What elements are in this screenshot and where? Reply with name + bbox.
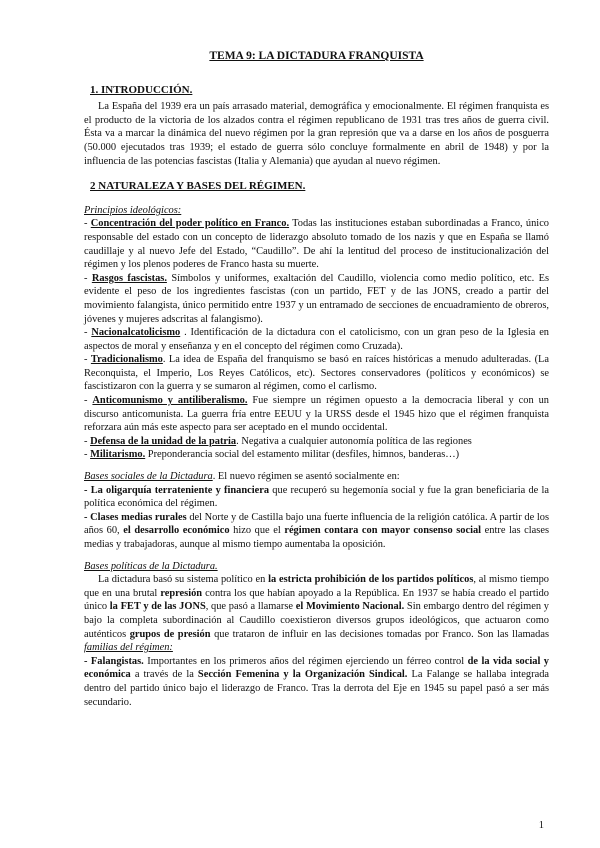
document-title: TEMA 9: LA DICTADURA FRANQUISTA [209, 50, 424, 62]
politicas-emphasis: el Movimiento Nacional. [295, 601, 405, 613]
politicas-subtitle [84, 560, 549, 574]
principio-item [84, 217, 549, 271]
familias-label: familias del régimen: [84, 642, 173, 654]
item-dash: - [84, 272, 92, 284]
principio-item [84, 353, 549, 394]
principio-term: Defensa de la unidad de la patria [90, 435, 237, 447]
falangistas-paragraph [84, 655, 549, 709]
principio-item [84, 272, 549, 326]
page-number: 1 [538, 820, 544, 831]
falangistas-text: a través de la [130, 669, 198, 681]
item-dash: - [84, 435, 91, 447]
item-dash: - [84, 449, 91, 461]
sociales-intro-text: . El nuevo régimen se asentó socialmente en: [212, 471, 400, 483]
principio-item [84, 394, 549, 435]
item-dash: - [84, 218, 91, 230]
principio-term: Militarismo. [90, 449, 146, 461]
principio-text: . Negativa a cualquier autonomía política de las regiones [236, 435, 472, 447]
sociales-item [84, 484, 549, 511]
sociales-emphasis: el desarrollo económico [123, 525, 230, 537]
sociales-item [84, 511, 549, 552]
section-heading-introduccion: 1. INTRODUCCIÓN. [90, 83, 193, 96]
sociales-text: hizo que el [229, 525, 285, 537]
intro-paragraph: La España del 1939 era un país arrasado material, demográfica y emocionalmente. El régimen franquista es el producto de la victoria de los alzados contra el régimen republicano de 1931 tras tres años de guerra civil. Ésta va a marcar la dinámica del nuevo régimen por la gran represión que va a darse en los años de posguerra (50.000 ejecutados tras 1939; el estado de guerra sólo concluye formalmente en abril de 1948) y por la influencia de las potencias fascistas (Italia y Alemania) que ayudan al nuevo régimen. [84, 101, 549, 167]
sociales-emphasis: régimen contara con mayor consenso social [284, 525, 482, 537]
politicas-emphasis: represión [160, 587, 203, 599]
politicas-emphasis: la estricta prohibición de los partidos políticos [268, 574, 474, 586]
item-dash: - [84, 354, 91, 366]
principio-item [84, 448, 549, 462]
principio-text: Símbolos y uniformes, exaltación del Caudillo, violencia como medio político, etc. Es evidente el peso de los ingredientes fascistas (con un partido, FET y de las JONS, creado a partir del movimiento falangista, único permitido entre 1937 y un entramado de secciones de encuadramiento de obreros, jóvenes y mujeres adscritas al falangismo). [84, 272, 549, 325]
sociales-text: que recuperó su hegemonía social y fue la gran beneficiaria de la política económica del régimen. [84, 484, 550, 510]
principio-term: Rasgos fascistas. [91, 272, 167, 284]
item-dash: - [84, 395, 93, 407]
sociales-term: - La oligarquía terrateniente y financiera [84, 484, 270, 496]
politicas-emphasis: la FET y de las JONS [109, 601, 206, 613]
falangistas-text: La Falange se hallaba integrada dentro del partido único bajo el liderazgo de Franco. Tras la derrota del Eje en 1945 su papel pasó a ser más secundario. [84, 669, 549, 708]
principio-text: Preponderancia social del estamento militar (desfiles, himnos, banderas…) [145, 449, 460, 461]
sociales-term: - Clases medias rurales [84, 511, 187, 523]
principio-text: Fue siempre un régimen opuesto a la democracia liberal y con un discurso anticomunista. La guerra fría entre EEUU y la URSS desde el 1945 hizo que el régimen franquista reforzara aún más este aspecto para ser aceptado en el mundo occidental. [84, 395, 550, 434]
politicas-text: Sin embargo dentro del régimen y bajo la completa subordinación al Caudillo coexistieron diversos grupos ideológicos, que actuaron como auténticos [84, 601, 549, 640]
document-page [84, 50, 549, 709]
principio-text: Todas las instituciones estaban subordinadas a Franco, único responsable del estado con un concepto de liderazgo absoluto tomado de los nazis y que en España se llamó caudillaje y al nuevo Jefe del Estado, “Caudillo”. De ahí la lentitud del proceso de institucionalización del régimen y los plenos poderes de Franco hasta su muerte. [84, 218, 550, 271]
principio-term: Nacionalcatolicismo [91, 327, 181, 339]
politicas-text: , que pasó a llamarse [205, 601, 296, 613]
item-dash: - [84, 327, 92, 339]
sociales-text: del Norte y de Castilla bajo una fuerte influencia de la religión católica. A partir de los años 60, [84, 511, 549, 537]
politicas-text: que trataron de influir en las decisiones tomadas por Franco. Son las llamadas [210, 628, 549, 640]
falangistas-emphasis: Sección Femenina y la Organización Sindical. [197, 669, 408, 681]
politicas-subtitle-text: Bases políticas de la Dictadura. [84, 560, 218, 572]
principio-text: . La idea de España del franquismo se basó en raíces históricas a menudo adulteradas. (La Reconquista, el Imperio, Los Reyes Católicos, etc). Sectores conservadores (políticos y económicos) se fascistizaron con la guerra y se sumaron al régimen, como el carlismo. [84, 354, 550, 393]
politicas-text: La dictadura basó su sistema político en [98, 574, 269, 586]
politicas-emphasis: grupos de presión [129, 628, 211, 640]
politicas-text: contra los que habían apoyado a la República. En 1937 se había creado el partido único [84, 587, 549, 613]
principio-text: . Identificación de la dictadura con el catolicismo, con un gran peso de la Iglesia en aspectos de moral y enseñanza y en el concepto del régimen como Cruzada). [84, 327, 549, 352]
principio-term: Anticomunismo y antiliberalismo. [92, 395, 248, 407]
sociales-subtitle: Bases sociales de la Dictadura [84, 471, 213, 483]
section-heading-naturaleza: 2 NATURALEZA Y BASES DEL RÉGIMEN. [90, 180, 306, 193]
principio-item [84, 326, 549, 353]
falangistas-text: Importantes en los primeros años del régimen ejerciendo un férreo control [143, 655, 468, 667]
politicas-paragraph [84, 573, 549, 655]
principios-subtitle [84, 204, 549, 218]
sociales-intro [84, 470, 549, 484]
principios-subtitle-text: Principios ideológicos: [84, 204, 182, 216]
falangistas-term: - Falangistas. [84, 655, 144, 667]
principio-item [84, 435, 549, 449]
principio-term: Tradicionalismo [90, 354, 163, 366]
principio-term: Concentración del poder político en Franco. [90, 218, 290, 230]
falangistas-emphasis: de la vida social y económica [84, 655, 550, 681]
sociales-text: entre las clases medias y trabajadoras, aunque al mismo tiempo aumentaba la oposición. [84, 525, 549, 550]
politicas-text: , al mismo tiempo que en una brutal [84, 574, 549, 599]
